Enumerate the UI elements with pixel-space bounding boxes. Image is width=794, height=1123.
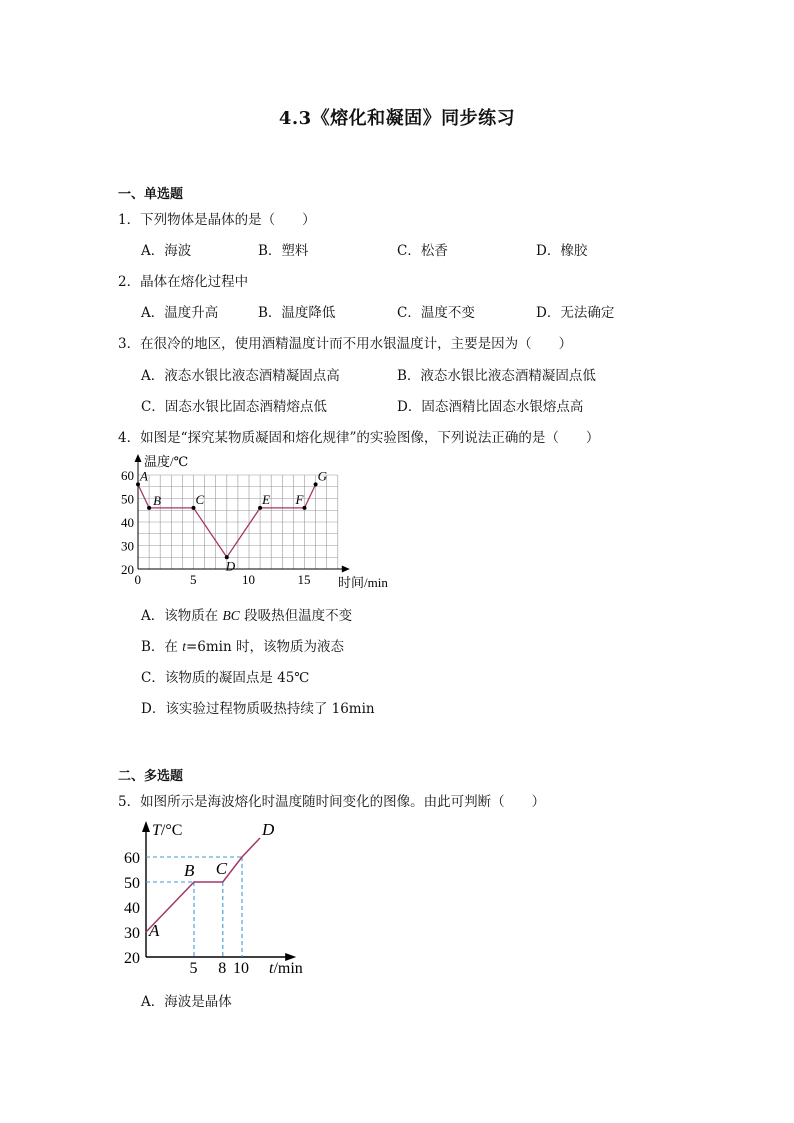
point-label-d: D [262,820,275,839]
q5-chart-ylabel-var: T [152,822,161,839]
y-tick-label: 30 [124,925,140,942]
q4-chart-ylabel: 温度/℃ [144,454,189,469]
question-2-option-d[interactable]: D．无法确定 [536,305,615,321]
y-tick-label: 50 [124,875,140,892]
q5-chart-xlabel-var: t [269,960,274,977]
question-2-option-c[interactable]: C．温度不变 [397,305,475,321]
question-4-option-a[interactable] [141,604,352,624]
point-label-c: C [215,859,228,878]
question-3-option-b[interactable]: B．液态水银比液态酒精凝固点低 [397,368,596,384]
x-tick-label: 5 [190,572,197,587]
q5-chart-ylabel [152,822,182,839]
y-tick-label: 30 [121,538,134,554]
question-3-stem: 3．在很冷的地区，使用酒精温度计而不用水银温度计，主要是因为（ ） [118,336,573,352]
q5-chart-axes [124,821,296,977]
y-tick-label: 60 [124,850,140,867]
x-axis-arrow [342,566,350,573]
page-title: 4.3《熔化和凝固》同步练习 [278,108,516,129]
x-tick-label: 8 [218,960,227,977]
point-label-a: A [140,468,148,484]
q4-option-a-segment: BC [222,608,240,623]
y-tick-label: 20 [124,950,140,967]
question-3-option-a[interactable]: A．液态水银比液态酒精凝固点高 [141,368,340,384]
q4-option-a-text-1: A．该物质在 [141,608,223,624]
y-tick-label: 40 [121,515,134,530]
q4-option-a-text-2: 段吸热但温度不变 [239,608,353,624]
question-3-option-c[interactable]: C．固态水银比固态酒精熔点低 [141,399,327,415]
x-tick-label: 15 [297,572,311,587]
y-axis-arrow [142,821,150,832]
question-2-stem: 2．晶体在熔化过程中 [118,274,249,290]
q5-chart [112,815,342,980]
question-1-option-b[interactable]: B．塑料 [258,243,309,259]
question-4-option-d[interactable]: D．该实验过程物质吸热持续了 16min [141,701,375,717]
section-heading-multiple-choice: 二、多选题 [118,769,184,784]
q5-chart-xlabel [269,960,303,977]
y-tick-label: 40 [124,900,140,917]
data-point [147,506,151,510]
q4-chart-xlabel: 时间/min [338,575,388,590]
question-1-option-a[interactable]: A．海波 [141,243,192,259]
point-label-b: B [184,861,195,880]
question-4-option-b[interactable] [141,635,344,655]
x-tick-label: 10 [233,960,249,977]
q4-option-b-text-2: =6min 时，该物质为液态 [185,639,344,655]
question-2-option-b[interactable]: B．温度降低 [258,305,336,321]
point-label-g: G [317,468,327,484]
question-4-option-c[interactable]: C．该物质的凝固点是 45℃ [141,670,310,686]
point-label-c: C [195,491,205,507]
question-3-option-d[interactable]: D．固态酒精比固态水银熔点高 [397,399,584,415]
y-tick-label: 20 [121,562,134,577]
question-1-option-d[interactable]: D．橡胶 [536,243,588,259]
point-label-b: B [153,492,162,508]
q4-option-b-variable: t [182,639,186,654]
q5-chart-ylabel-unit: /°C [160,822,183,839]
x-tick-label: 0 [134,572,141,587]
y-axis-arrow [135,454,142,462]
q4-chart [112,450,402,590]
q5-chart-curve [146,838,260,932]
q5-chart-xlabel-unit: /min [273,960,303,977]
x-tick-label: 5 [189,960,198,977]
point-label-f: F [295,491,304,507]
point-label-a: A [149,921,160,940]
question-5-stem: 5．如图所示是海波熔化时温度随时间变化的图像。由此可判断（ ） [118,794,546,810]
x-tick-label: 10 [242,572,255,587]
y-tick-label: 60 [121,468,134,483]
y-tick-label: 50 [121,491,134,507]
section-heading-single-choice: 一、单选题 [118,187,184,202]
question-2-option-a[interactable]: A．温度升高 [141,305,219,321]
question-4-stem: 4．如图是“探究某物质凝固和熔化规律”的实验图像，下列说法正确的是（ ） [118,430,600,446]
q4-option-b-text-1: B．在 [141,639,183,655]
point-label-e: E [262,491,271,507]
question-1-stem: 1．下列物体是晶体的是（ ） [118,212,316,228]
point-label-d: D [225,558,236,574]
question-5-option-a[interactable]: A．海波是晶体 [141,994,232,1010]
question-1-option-c[interactable]: C．松香 [397,243,448,259]
q4-chart-grid [138,475,338,569]
